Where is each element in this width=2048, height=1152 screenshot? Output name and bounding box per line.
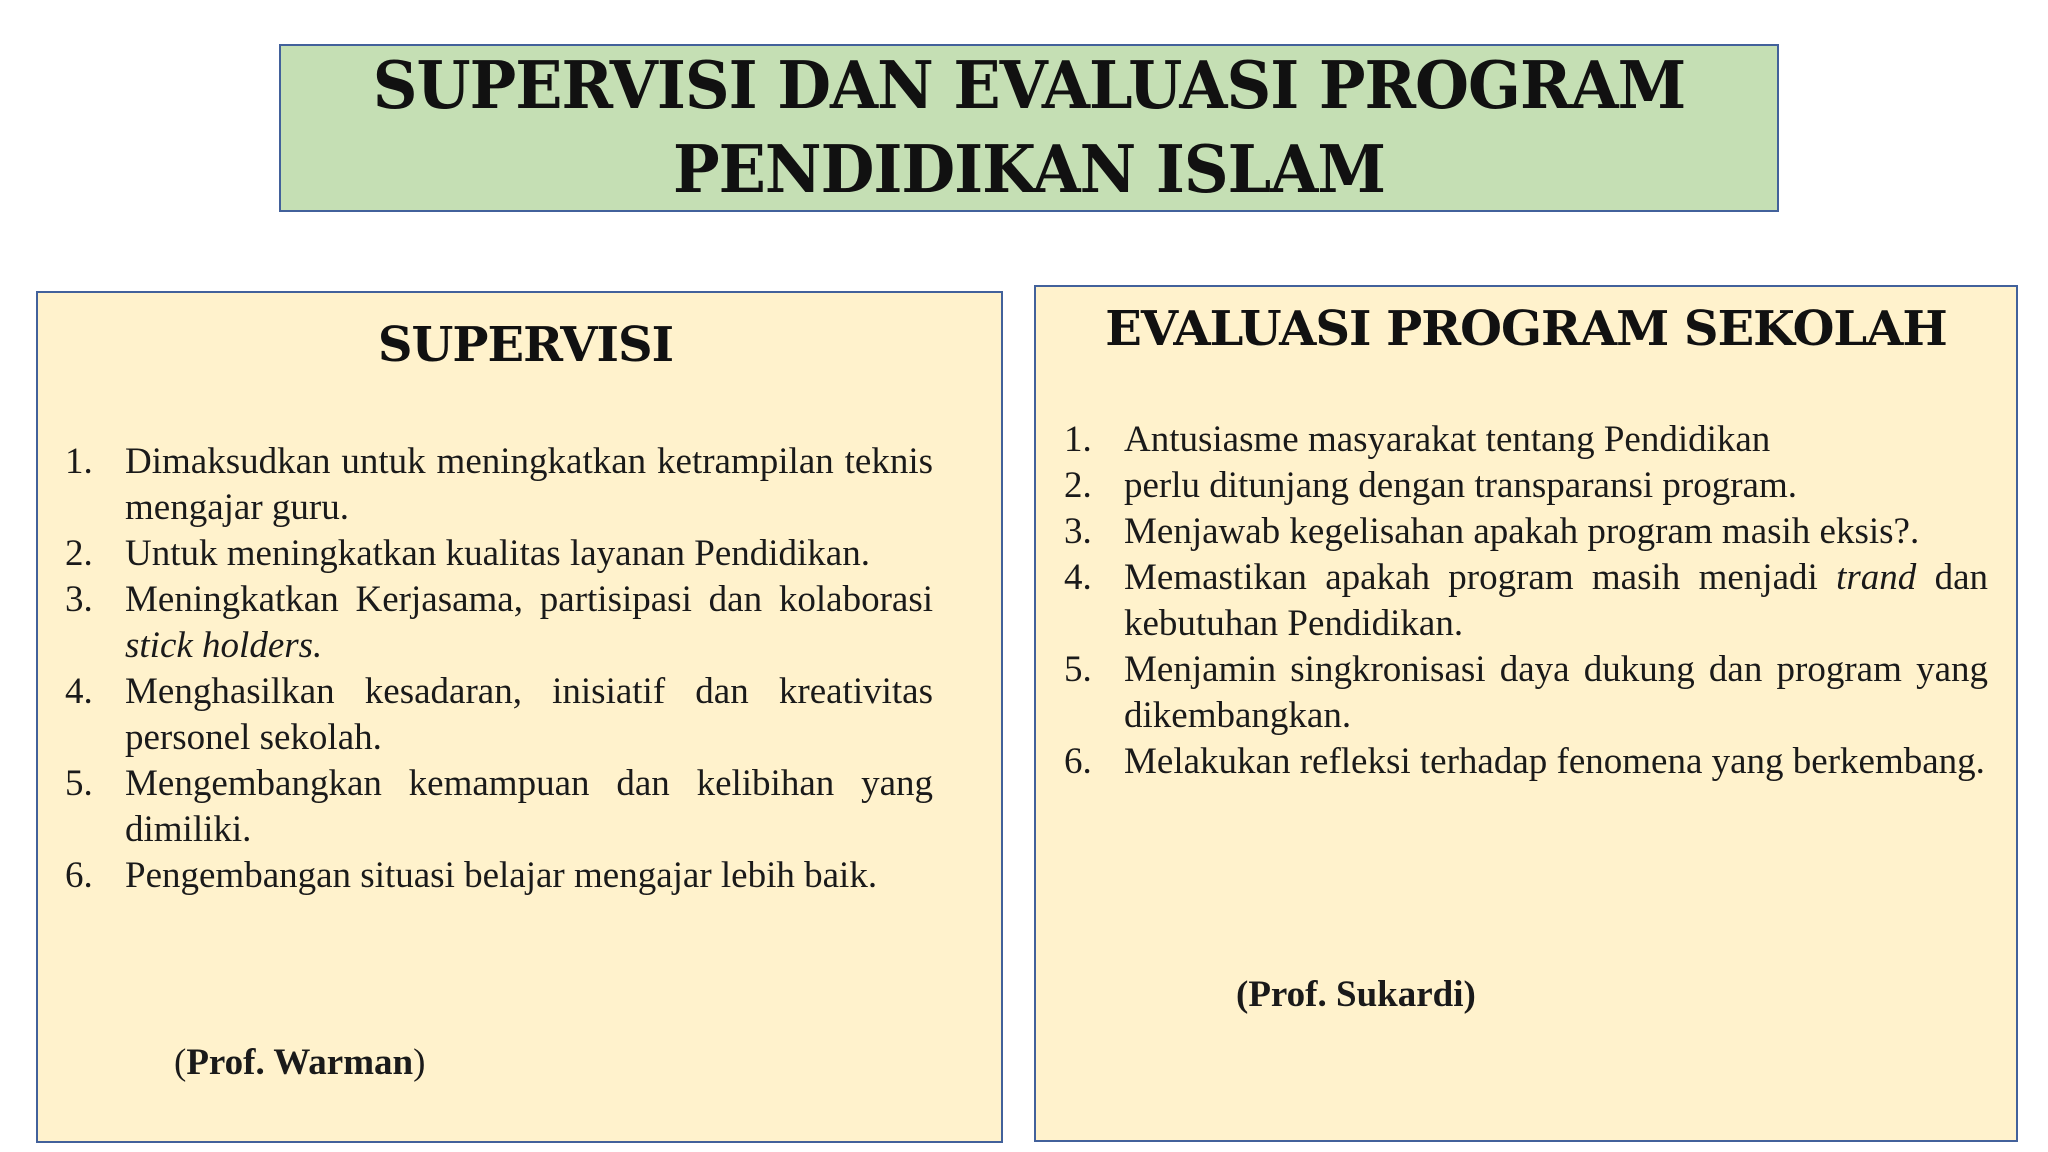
list-item-text-main: Meningkatkan Kerjasama, partisipasi dan kolaborasi	[125, 579, 933, 620]
author-open-paren: (	[174, 1042, 187, 1083]
author-close-paren: )	[413, 1042, 426, 1083]
list-item-text	[125, 577, 933, 669]
list-item-text: Mengembangkan kemampuan dan kelibihan yang dimiliki.	[125, 763, 933, 850]
list-item	[65, 761, 933, 853]
list-item	[1064, 647, 1988, 739]
list-item	[1064, 417, 1988, 463]
list-item	[65, 577, 933, 669]
list-item-text-main: Memastikan apakah program masih menjadi	[1124, 557, 1837, 598]
list-item-text: Melakukan refleksi terhadap fenomena yang berkembang.	[1124, 741, 1985, 782]
list-item-number: 4.	[65, 671, 93, 712]
supervisi-heading: SUPERVISI	[377, 317, 674, 373]
evaluasi-author	[1236, 972, 1476, 1018]
list-item-number: 3.	[1064, 511, 1092, 552]
title-banner	[279, 44, 1779, 212]
list-item-text: Dimaksudkan untuk meningkatkan ketrampilan teknis mengajar guru.	[125, 441, 933, 528]
supervisi-panel	[36, 291, 1003, 1143]
list-item-text	[1124, 555, 1988, 647]
list-item-number: 2.	[1064, 465, 1092, 506]
list-item-number: 3.	[65, 579, 93, 620]
list-item	[65, 669, 933, 761]
list-item-text: Menjawab kegelisahan apakah program masih eksis?.	[1124, 511, 1920, 552]
list-item-text: Antusiasme masyarakat tentang Pendidikan	[1124, 419, 1771, 460]
supervisi-list	[65, 439, 933, 899]
list-item-text: Pengembangan situasi belajar mengajar lebih baik.	[125, 855, 878, 896]
author-name: Prof. Warman	[186, 1042, 414, 1083]
list-item-number: 6.	[65, 855, 93, 896]
list-item	[1064, 463, 1988, 509]
list-item-text-italic: trand	[1836, 557, 1917, 598]
evaluasi-heading: EVALUASI PROGRAM SEKOLAH	[1105, 301, 1947, 357]
list-item-number: 4.	[1064, 557, 1092, 598]
author-name: (Prof. Sukardi)	[1236, 974, 1476, 1015]
list-item	[1064, 555, 1988, 647]
list-item-number: 1.	[65, 441, 93, 482]
list-item-text: Untuk meningkatkan kualitas layanan Pendidikan.	[125, 533, 870, 574]
list-item-number: 1.	[1064, 419, 1092, 460]
title-line-1: SUPERVISI DAN EVALUASI PROGRAM	[372, 47, 1686, 124]
list-item-number: 6.	[1064, 741, 1092, 782]
list-item-number: 2.	[65, 533, 93, 574]
list-item-number: 5.	[65, 763, 93, 804]
evaluasi-panel	[1034, 285, 2018, 1142]
list-item	[65, 531, 933, 577]
list-item-text-italic: stick holders.	[125, 625, 323, 666]
evaluasi-list	[1064, 417, 1988, 785]
supervisi-author	[174, 1040, 425, 1086]
list-item-number: 5.	[1064, 649, 1092, 690]
list-item-text: perlu ditunjang dengan transparansi program.	[1124, 465, 1797, 506]
list-item	[65, 439, 933, 531]
list-item	[65, 853, 933, 899]
list-item	[1064, 509, 1988, 555]
title-line-2: PENDIDIKAN ISLAM	[673, 131, 1385, 208]
list-item-text: Menjamin singkronisasi daya dukung dan program yang dikembangkan.	[1124, 649, 1988, 736]
list-item-text: Menghasilkan kesadaran, inisiatif dan kreativitas personel sekolah.	[125, 671, 933, 758]
list-item	[1064, 739, 1988, 785]
list-item-text-tail: dan kebutuhan Pendidikan.	[1124, 557, 1988, 644]
